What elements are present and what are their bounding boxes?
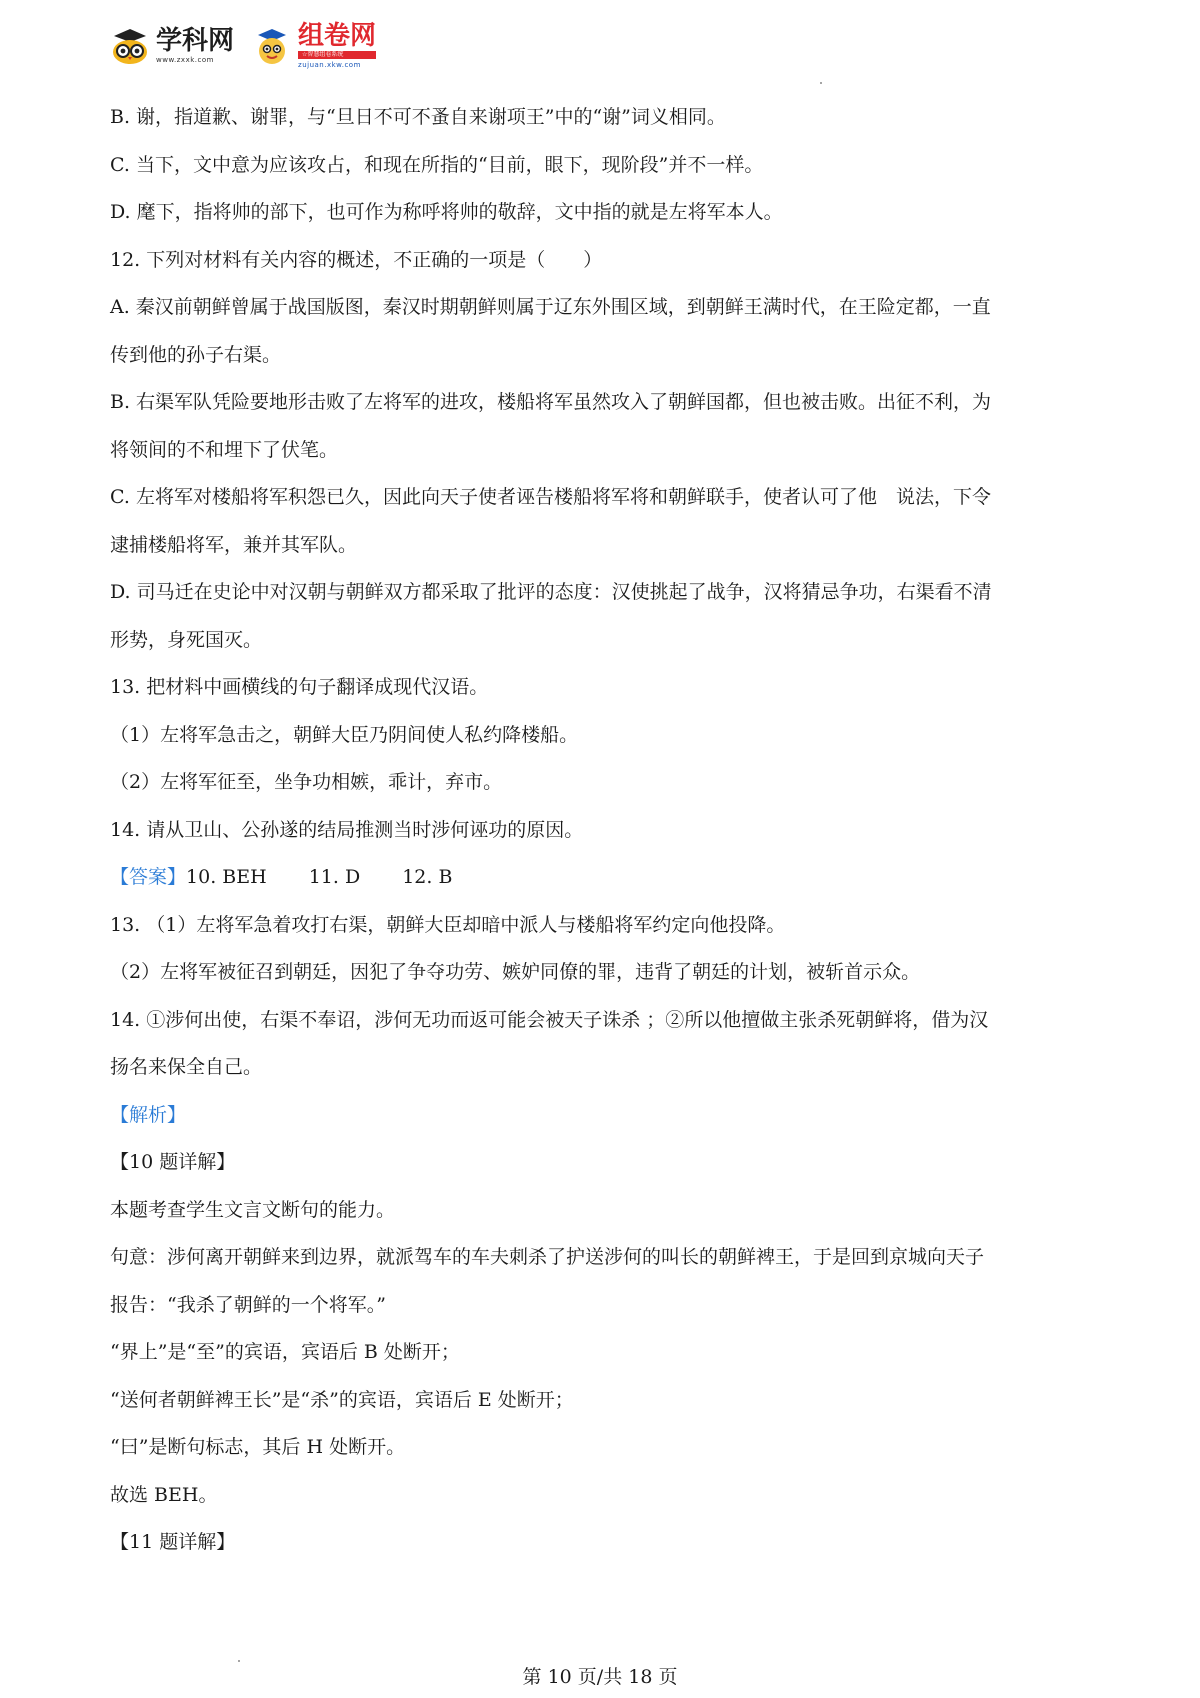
- answer-line: [110, 854, 1100, 902]
- zujuan-logo-title: 组卷网: [298, 21, 377, 51]
- answer-item-11: 11. D: [308, 866, 361, 888]
- text-line: （2）左将军征至，坐争功相嫉，乖计，弃市。: [110, 771, 503, 793]
- scan-speck: [238, 1660, 240, 1662]
- text-line: 故选 BEH。: [110, 1483, 218, 1506]
- analysis-line: [110, 1092, 1100, 1140]
- text-line: A. 秦汉前朝鲜曾属于战国版图，秦汉时期朝鲜则属于辽东外围区域，到朝鲜王满时代，在王险定都，一直: [110, 296, 991, 318]
- page-footer: 第 10 页/共 18 页: [522, 1666, 678, 1688]
- text-line: C. 当下，文中意为应该攻占，和现在所指的“目前，眼下，现阶段”并不一样。: [110, 153, 764, 176]
- text-line: C. 左将军对楼船将军积怨已久，因此向天子使者诬告楼船将军将和朝鲜联手，使者认可了他 说法，下令: [110, 486, 991, 508]
- zxxk-logo-title: 学科网: [156, 26, 235, 56]
- text-line: 逮捕楼船将军，兼并其军队。: [110, 533, 358, 556]
- text-line: 报告：“我杀了朝鲜的一个将军。”: [110, 1293, 386, 1316]
- zxxk-logo-url: www.zxxk.com: [156, 56, 214, 64]
- text-line: B. 谢，指道歉、谢罪，与“旦日不可不蚤自来谢项王”中的“谢”词义相同。: [110, 106, 726, 128]
- text-line: “送何者朝鲜裨王长”是“杀”的宾语，宾语后 E 处断开；: [110, 1388, 574, 1411]
- text-line: 13. （1）左将军急着攻打右渠，朝鲜大臣却暗中派人与楼船将军约定向他投降。: [110, 913, 786, 936]
- page-header: [110, 20, 376, 72]
- question-12: 12. 下列对材料有关内容的概述，不正确的一项是（ ）: [110, 248, 603, 271]
- zujuan-logo-url: zujuan.xkw.com: [298, 61, 361, 69]
- text-line: （1）左将军急击之，朝鲜大臣乃阴间使人私约降楼船。: [110, 723, 579, 746]
- answer-item-12: 12. B: [402, 866, 453, 888]
- section-heading: 【10 题详解】: [110, 1151, 236, 1173]
- question-13: 13. 把材料中画横线的句子翻译成现代汉语。: [110, 676, 489, 698]
- zujuan-logo[interactable]: [252, 23, 376, 69]
- zxxk-logo[interactable]: [110, 26, 234, 66]
- text-line: （2）左将军被征召到朝廷，因犯了争夺功劳、嫉妒同僚的罪，违背了朝廷的计划，被斩首示众。: [110, 961, 921, 983]
- document-body: [110, 94, 1100, 1567]
- zujuan-logo-tagline: ☆智慧组卷系统: [298, 51, 376, 59]
- answer-tag: 【答案】: [110, 866, 187, 888]
- text-line: 扬名来保全自己。: [110, 1056, 263, 1078]
- text-line: 14. ①涉何出使，右渠不奉诏，涉何无功而返可能会被天子诛杀 ；②所以他擅做主张杀死朝鲜将，借为汉: [110, 1008, 989, 1031]
- owl-mascot-icon: [110, 26, 150, 66]
- text-line: 将领间的不和埋下了伏笔。: [110, 438, 339, 461]
- text-line: D. 麾下，指将帅的部下，也可作为称呼将帅的敬辞，文中指的就是左将军本人。: [110, 201, 783, 223]
- text-line: 本题考查学生文言文断句的能力。: [110, 1198, 396, 1221]
- answer-item-10: 10. BEH: [186, 866, 267, 888]
- section-heading: 【11 题详解】: [110, 1531, 236, 1553]
- text-line: 形势，身死国灭。: [110, 628, 263, 651]
- text-line: 传到他的孙子右渠。: [110, 343, 282, 366]
- scan-speck: [820, 82, 822, 84]
- text-line: 句意：涉何离开朝鲜来到边界，就派驾车的车夫刺杀了护送涉何的叫长的朝鲜裨王，于是回到京城向天子: [110, 1246, 985, 1268]
- question-14: 14. 请从卫山、公孙遂的结局推测当时涉何诬功的原因。: [110, 818, 584, 841]
- scholar-mascot-icon: [252, 26, 292, 66]
- text-line: “曰”是断句标志，其后 H 处断开。: [110, 1436, 406, 1458]
- text-line: “界上”是“至”的宾语，宾语后 B 处断开；: [110, 1341, 460, 1363]
- text-line: B. 右渠军队凭险要地形击败了左将军的进攻，楼船将军虽然攻入了朝鲜国都，但也被击败。出征不利，为: [110, 391, 992, 413]
- analysis-tag: 【解析】: [110, 1103, 187, 1126]
- text-line: D. 司马迁在史论中对汉朝与朝鲜双方都采取了批评的态度：汉使挑起了战争，汉将猜忌争功，右渠看不清: [110, 581, 992, 603]
